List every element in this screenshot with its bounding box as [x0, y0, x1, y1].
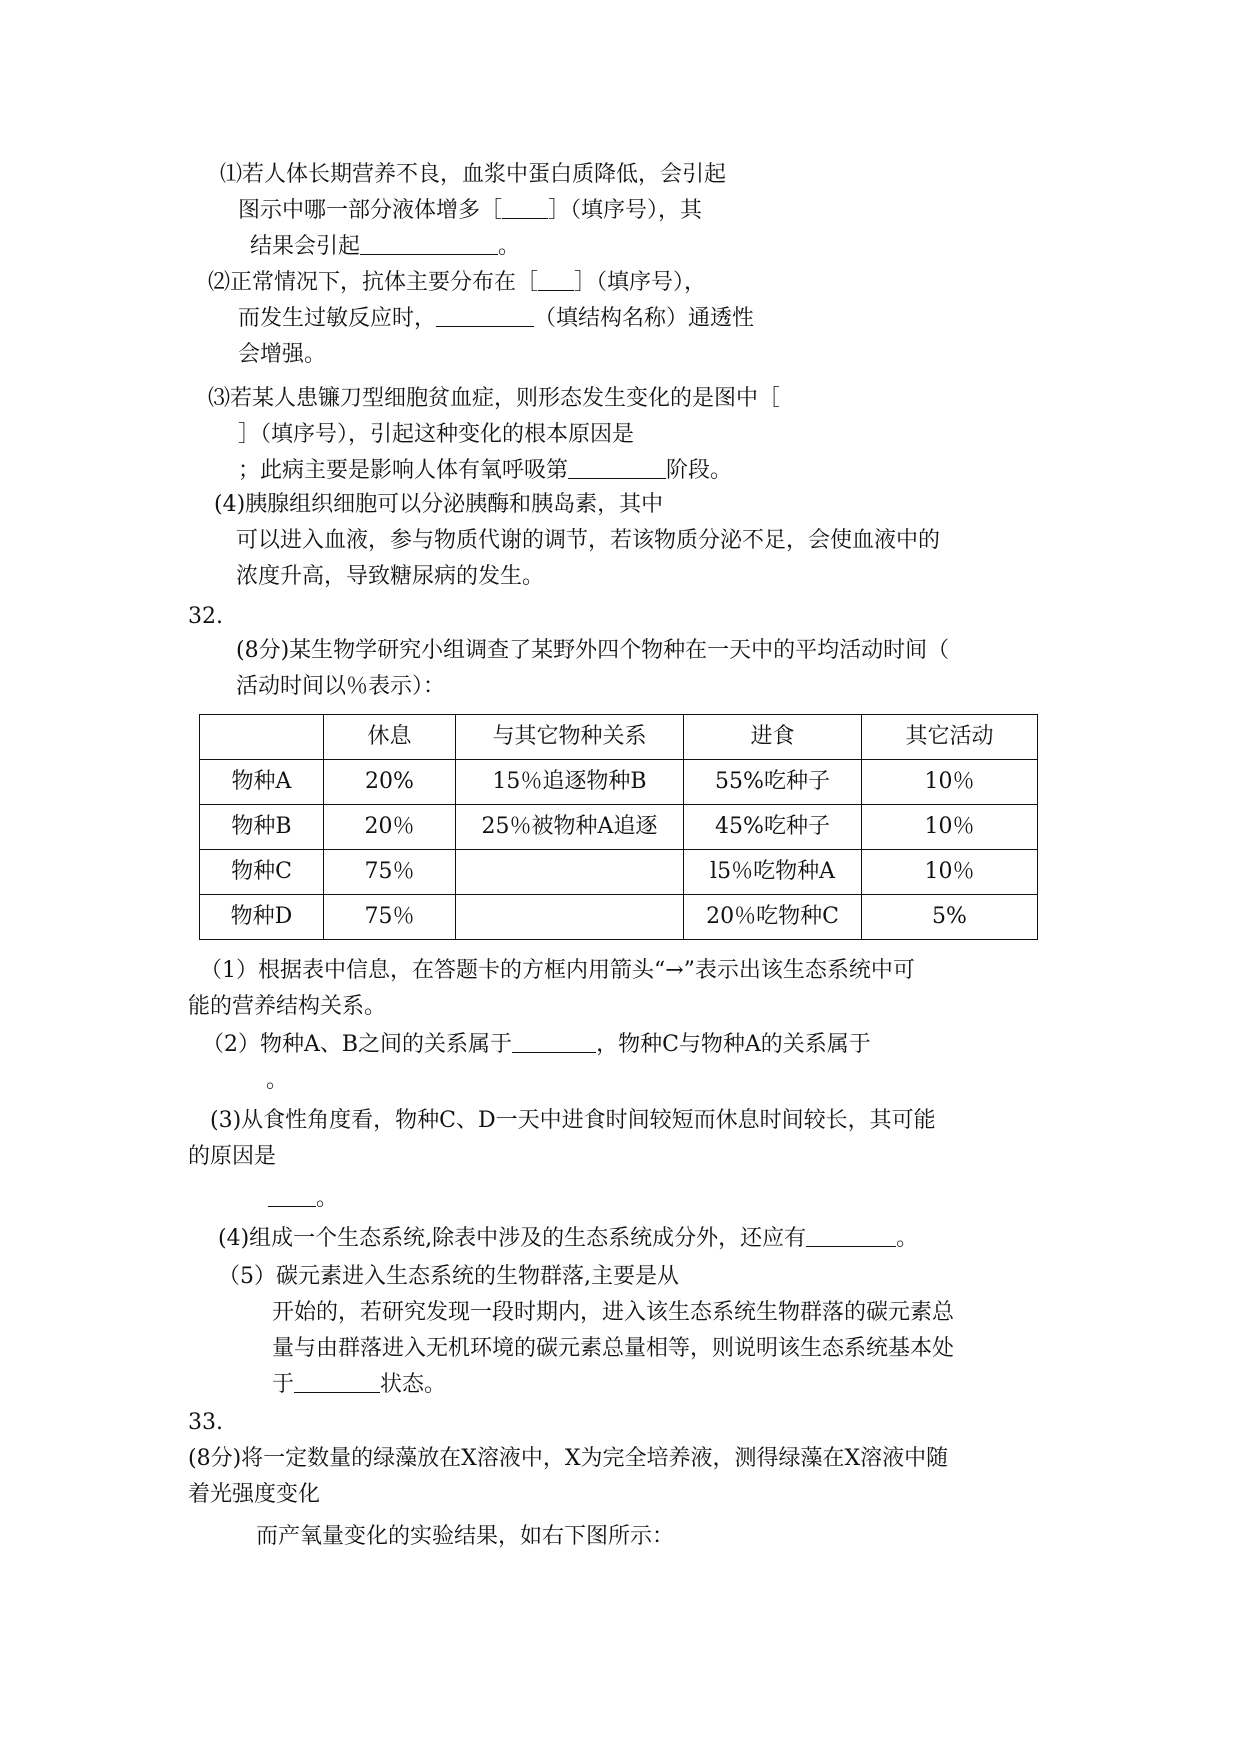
- q32-s4-text-a: (4)组成一个生态系统,除表中涉及的生态系统成分外，还应有: [218, 1226, 807, 1251]
- q32-s4-text-b: 。: [896, 1226, 919, 1251]
- table-cell: 20％吃物种C: [684, 895, 862, 940]
- q31-p1-blank-2[interactable]: [360, 232, 498, 255]
- table-cell: 物种D: [200, 895, 324, 940]
- table-cell: 75％: [324, 850, 456, 895]
- q31-p1-line2-text-a: 图示中哪一部分液体增多［: [238, 198, 503, 223]
- q32-s2-line1: [202, 1030, 871, 1060]
- q32-intro-line1: (8分)某生物学研究小组调查了某野外四个物种在一天中的平均活动时间（: [236, 638, 950, 663]
- q32-s5-line3: 量与由群落进入无机环境的碳元素总量相等，则说明该生态系统基本处: [272, 1336, 955, 1361]
- table-cell: [456, 895, 684, 940]
- q31-p3-blank-1[interactable]: [568, 456, 666, 479]
- table-cell: 75％: [324, 895, 456, 940]
- q32-intro-line2: 活动时间以％表示）：: [236, 674, 446, 699]
- table-cell: [456, 850, 684, 895]
- q31-p2-blank-1[interactable]: [538, 268, 574, 291]
- q31-p2-line1: [208, 268, 706, 298]
- q32-s3-blank-1[interactable]: [268, 1184, 316, 1207]
- table-cell: 10％: [862, 760, 1038, 805]
- q31-p1-line1: ⑴若人体长期营养不良，血浆中蛋白质降低，会引起: [220, 162, 727, 187]
- q32-s1-line1: （1）根据表中信息，在答题卡的方框内用箭头“→”表示出该生态系统中可: [200, 958, 915, 983]
- q31-p2-line1-text-b: ］（填序号），: [574, 270, 707, 295]
- q31-p3-line3-text-b: 阶段。: [666, 458, 733, 483]
- table-cell: 20％: [324, 805, 456, 850]
- q33-line2: 着光强度变化: [188, 1482, 321, 1507]
- q31-p1-line3: [250, 232, 520, 262]
- table-cell: 物种C: [200, 850, 324, 895]
- q31-p2-blank-2[interactable]: [436, 304, 534, 327]
- table-cell: 物种B: [200, 805, 324, 850]
- table-cell: 10％: [862, 850, 1038, 895]
- table-header-row: [200, 715, 1038, 760]
- q31-p1-blank-1[interactable]: [502, 196, 548, 219]
- q31-p2-line2: [238, 304, 754, 334]
- q31-p3-line1: ⑶若某人患镰刀型细胞贫血症，则形态发生变化的是图中［: [208, 386, 781, 411]
- q32-s3-line2: 的原因是: [188, 1144, 277, 1169]
- q32-s5-text-d2: 状态。: [380, 1372, 447, 1397]
- species-activity-table: [199, 714, 1038, 940]
- table-cell: 20%: [324, 760, 456, 805]
- q31-p1-line3-text-b: 。: [498, 234, 521, 259]
- q31-p2-line2-text-b: （填结构名称）通透性: [534, 306, 755, 331]
- q32-s4-line1: [218, 1224, 918, 1254]
- q33-line3: 而产氧量变化的实验结果，如右下图所示：: [256, 1524, 675, 1549]
- q32-s5-text-d1: 于: [272, 1372, 295, 1397]
- table-row: [200, 805, 1038, 850]
- q33-number: 33.: [188, 1410, 223, 1435]
- q31-p4-line3: 浓度升高，导致糖尿病的发生。: [236, 564, 545, 589]
- q32-s3-text-c: 。: [316, 1186, 339, 1211]
- q32-s3-line3: [268, 1184, 338, 1214]
- table-row: [200, 760, 1038, 805]
- q32-s3-line1: (3)从食性角度看，物种C、D一天中进食时间较短而休息时间较长，其可能: [210, 1108, 936, 1133]
- table-cell: 55%吃种子: [684, 760, 862, 805]
- table-cell: 25％被物种A追逐: [456, 805, 684, 850]
- q31-p1-line3-text-a: 结果会引起: [250, 234, 361, 259]
- q32-s5-line1: （5）碳元素进入生态系统的生物群落,主要是从: [218, 1264, 679, 1289]
- q31-p1-line2: [238, 196, 702, 226]
- q32-s5-blank-1[interactable]: [294, 1370, 380, 1393]
- table-cell: 10％: [862, 805, 1038, 850]
- table-cell: 5%: [862, 895, 1038, 940]
- table-header-cell: 进食: [684, 715, 862, 760]
- q32-s5-line2: 开始的，若研究发现一段时期内，进入该生态系统生物群落的碳元素总: [272, 1300, 955, 1325]
- table-header-cell: [200, 715, 324, 760]
- table-header-cell: 其它活动: [862, 715, 1038, 760]
- table-cell: 物种A: [200, 760, 324, 805]
- q32-s5-line4: [272, 1370, 446, 1400]
- q33-line1: (8分)将一定数量的绿藻放在X溶液中，X为完全培养液，测得绿藻在X溶液中随: [188, 1446, 949, 1471]
- q32-s2-text-a: （2）物种A、B之间的关系属于: [202, 1032, 513, 1057]
- q31-p1-line2-text-b: ］（填序号），其: [548, 198, 703, 223]
- q31-p2-line2-text-a: 而发生过敏反应时，: [238, 306, 437, 331]
- q32-s2-blank-1[interactable]: [512, 1030, 596, 1053]
- table-row: [200, 895, 1038, 940]
- q32-s4-blank-1[interactable]: [806, 1224, 896, 1247]
- q32-s2-line2: 。: [266, 1068, 289, 1093]
- q32-s2-text-b: ，物种C与物种A的关系属于: [596, 1032, 871, 1057]
- table-cell: l5％吃物种A: [684, 850, 862, 895]
- table-header-cell: 休息: [324, 715, 456, 760]
- table-row: [200, 850, 1038, 895]
- q31-p3-line3-text-a: ；此病主要是影响人体有氧呼吸第: [238, 458, 569, 483]
- table-cell: 45%吃种子: [684, 805, 862, 850]
- q31-p2-line3: 会增强。: [238, 342, 327, 367]
- q31-p3-line2: ］（填序号），引起这种变化的根本原因是: [238, 422, 635, 447]
- q31-p4-line2: 可以进入血液，参与物质代谢的调节，若该物质分泌不足，会使血液中的: [236, 528, 941, 553]
- q32-number: 32.: [188, 604, 223, 629]
- q31-p4-line1: (4)胰腺组织细胞可以分泌胰酶和胰岛素，其中: [214, 492, 664, 517]
- table-cell: 15％追逐物种B: [456, 760, 684, 805]
- q32-s1-line2: 能的营养结构关系。: [188, 994, 387, 1019]
- table-header-cell: 与其它物种关系: [456, 715, 684, 760]
- q31-p3-line3: [238, 456, 732, 486]
- q31-p2-line1-text-a: ⑵正常情况下，抗体主要分布在［: [208, 270, 539, 295]
